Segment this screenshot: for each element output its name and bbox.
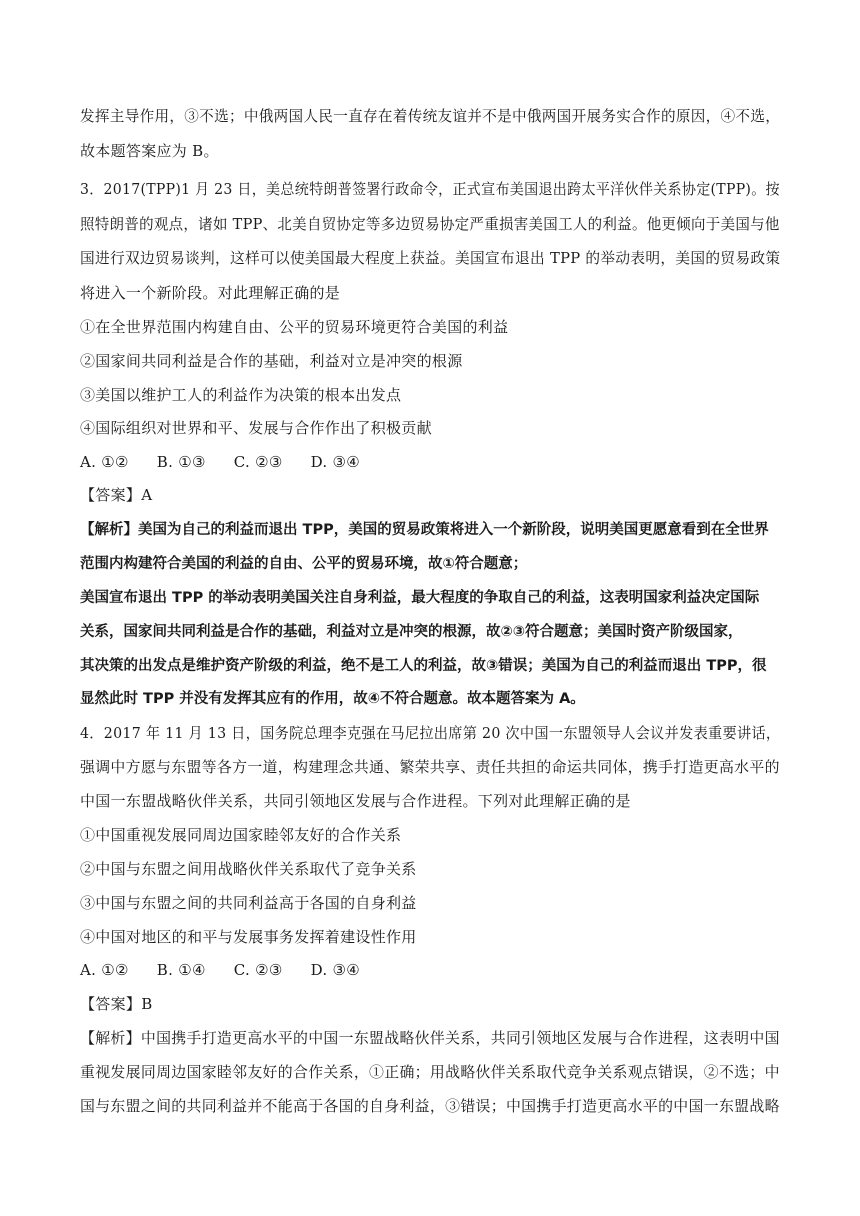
option-d: D. ③④	[310, 961, 361, 979]
statement-item: ③美国以维护工人的利益作为决策的根本出发点	[80, 386, 402, 404]
text-line: 国与东盟之间的共同利益并不能高于各国的自身利益，③错误；中国携手打造更高水平的中国一东盟战略	[80, 1097, 780, 1115]
text-line: 显然此时 TPP 并没有发挥其应有的作用，故④不符合题意。故本题答案为 A。	[80, 691, 585, 707]
text-line: 重视发展同周边国家睦邻友好的合作关系，①正确；用战略伙伴关系取代竞争关系观点错误，②不选；中	[80, 1063, 780, 1081]
statement-item: ①中国重视发展同周边国家睦邻友好的合作关系	[80, 826, 402, 844]
text-line: 国进行双边贸易谈判，这样可以使美国最大程度上获益。美国宣布退出 TPP 的举动表明，美国的贸易政策	[80, 249, 781, 267]
statement-item: ③中国与东盟之间的共同利益高于各国的自身利益	[80, 894, 417, 912]
text-line: 美国宣布退出 TPP 的举动表明美国关注自身利益，最大程度的争取自己的利益，这表明国家利益决定国际	[80, 590, 760, 606]
text-line: 其决策的出发点是维护资产阶级的利益，绝不是工人的利益，故③错误；美国为自己的利益而退出 TPP，很	[80, 658, 767, 674]
answer-q3: 【答案】A	[80, 486, 153, 504]
analysis-q4: 【解析】中国携手打造更高水平的中国一东盟战略伙伴关系，共同引领地区发展与合作进程，这表明中国	[80, 1029, 780, 1047]
question-4-stem: 4．2017 年 11 月 13 日，国务院总理李克强在马尼拉出席第 20 次中国一东盟领导人会议并发表重要讲话，	[80, 724, 781, 742]
option-b: B. ①③	[156, 453, 206, 471]
text-line: 强调中方愿与东盟等各方一道，构建理念共通、繁荣共享、责任共担的命运共同体，携手打造更高水平的	[80, 758, 780, 776]
option-a: A. ①②	[80, 961, 129, 979]
option-b: B. ①④	[156, 961, 206, 979]
statement-item: ②中国与东盟之间用战略伙伴关系取代了竞争关系	[80, 860, 417, 878]
option-a: A. ①②	[80, 453, 129, 471]
statement-item: ④国际组织对世界和平、发展与合作作出了积极贡献	[80, 419, 432, 437]
question-3-stem: 3．2017(TPP)1 月 23 日，美总统特朗普签署行政命令，正式宣布美国退出跨太平洋伙伴关系协定(TPP)。按	[80, 180, 780, 198]
answer-q4: 【答案】B	[80, 995, 153, 1013]
option-c: C. ②③	[233, 453, 283, 471]
statement-item: ①在全世界范围内构建自由、公平的贸易环境更符合美国的利益	[80, 318, 509, 336]
option-c: C. ②③	[233, 961, 283, 979]
text-line: 照特朗普的观点，诸如 TPP、北美自贸协定等多边贸易协定严重损害美国工人的利益。他更倾向于美国与他	[80, 215, 780, 233]
options-q4	[80, 960, 388, 980]
text-line: 将进入一个新阶段。对此理解正确的是	[80, 284, 341, 302]
text-line: 关系，国家间共同利益是合作的基础，利益对立是冲突的根源，故②③符合题意；美国时资产阶级国家，	[80, 624, 743, 640]
statement-item: ④中国对地区的和平与发展事务发挥着建设性作用	[80, 928, 417, 946]
text-line: 故本题答案应为 B。	[80, 142, 219, 160]
text-line: 发挥主导作用，③不选；中俄两国人民一直存在着传统友谊并不是中俄两国开展务实合作的原因，④不选，	[80, 107, 781, 125]
text-line: 范围内构建符合美国的利益的自由、公平的贸易环境，故①符合题意；	[80, 556, 528, 572]
statement-item: ②国家间共同利益是合作的基础，利益对立是冲突的根源	[80, 352, 463, 370]
options-q3	[80, 452, 388, 472]
option-d: D. ③④	[310, 453, 361, 471]
text-line: 中国一东盟战略伙伴关系，共同引领地区发展与合作进程。下列对此理解正确的是	[80, 792, 631, 810]
analysis-q3: 【解析】美国为自己的利益而退出 TPP，美国的贸易政策将进入一个新阶段，说明美国更愿意看到在全世界	[80, 522, 769, 538]
